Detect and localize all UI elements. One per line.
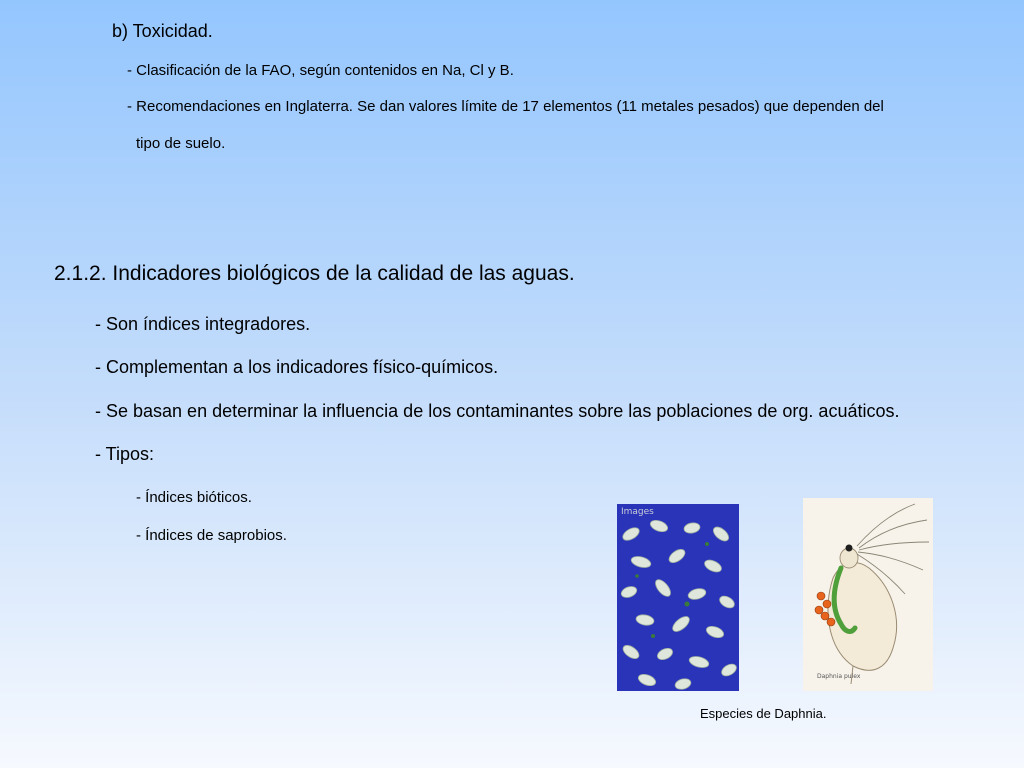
- toxicidad-item-inglaterra: - Recomendaciones en Inglaterra. Se dan valores límite de 17 elementos (11 metales pesados) que dependen del: [127, 98, 884, 115]
- bullet-integradores: - Son índices integradores.: [95, 314, 311, 334]
- photo-watermark: Images: [621, 507, 654, 517]
- toxicidad-item-continuation: tipo de suelo.: [136, 135, 226, 152]
- section-title: 2.1.2. Indicadores biológicos de la calidad de las aguas.: [54, 262, 575, 285]
- bullet-tipos: - Tipos:: [95, 444, 155, 464]
- drawing-note: Daphnia pulex: [817, 673, 861, 680]
- toxicidad-item-fao: - Clasificación de la FAO, según contenidos en Na, Cl y B.: [127, 62, 514, 79]
- figure-caption: Especies de Daphnia.: [700, 706, 827, 721]
- sub-bullet-saprobios: - Índices de saprobios.: [136, 527, 287, 544]
- toxicidad-heading: b) Toxicidad.: [112, 21, 213, 41]
- daphnia-drawing: [803, 498, 933, 691]
- daphnia-photo: [617, 504, 739, 691]
- bullet-se-basan: - Se basan en determinar la influencia de los contaminantes sobre las poblaciones de org. acuáticos.: [95, 401, 900, 421]
- sub-bullet-bioticos: - Índices bióticos.: [136, 489, 252, 506]
- bullet-complementan: - Complementan a los indicadores físico-químicos.: [95, 357, 499, 377]
